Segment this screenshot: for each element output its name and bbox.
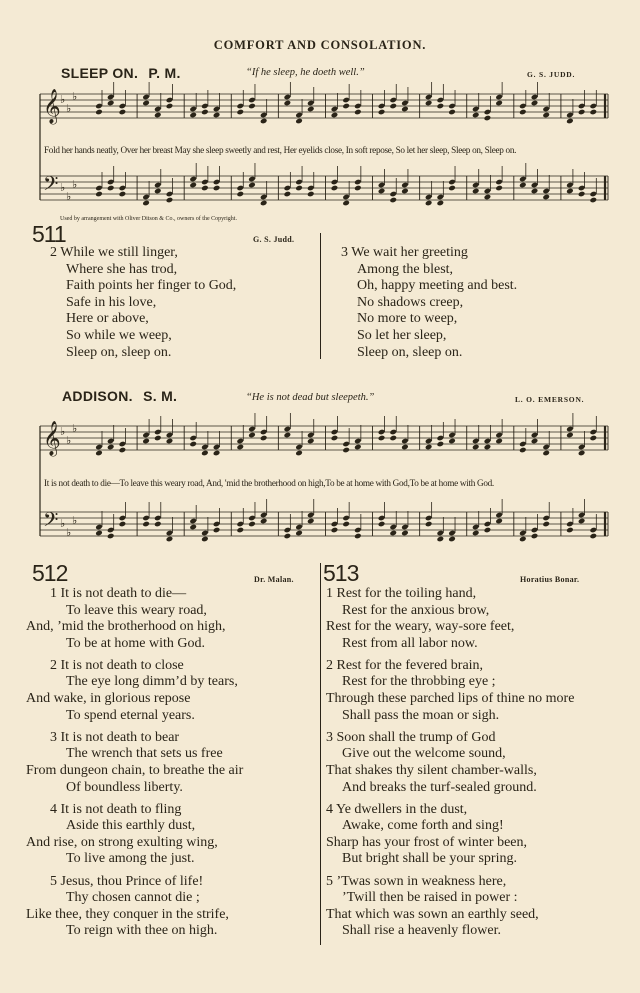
note-head [542, 450, 550, 457]
note-head [448, 185, 456, 192]
note-head [519, 447, 527, 454]
note-head [284, 191, 292, 198]
verse-line: Shall rise a heavenly flower. [342, 923, 502, 939]
note-head [578, 450, 586, 457]
note-head [342, 103, 350, 110]
verse-line: Sleep on, sleep on. [66, 344, 172, 360]
note-head [201, 450, 209, 457]
bass-clef-icon: 𝄢 [43, 172, 59, 200]
note-head [295, 450, 303, 457]
note-head [201, 536, 209, 543]
note-head [307, 518, 315, 525]
note-head [354, 533, 362, 540]
verse-line: Awake, come forth and sing! [342, 818, 504, 834]
tune-meter: S. M. [143, 388, 178, 404]
note-head [425, 521, 433, 528]
note-head [484, 194, 492, 201]
note-head [142, 438, 150, 445]
verse-line: Rest for the throbbing eye ; [342, 674, 496, 690]
verse-line: The eye long dimm’d by tears, [66, 674, 238, 690]
verse-line: 1 It is not death to die— [50, 586, 187, 601]
note-head [531, 100, 539, 107]
verse-line: 5 Jesus, thou Prince of life! [50, 873, 204, 889]
hymn-author: Horatius Bonar. [520, 575, 580, 584]
note-head [119, 191, 127, 198]
verse-line: 2 Rest for the fevered brain, [326, 657, 484, 673]
note-head [201, 109, 209, 116]
verse-line: Aside this earthly dust, [66, 818, 196, 834]
note-head [248, 103, 256, 110]
tune-name: SLEEP ON. [61, 65, 139, 81]
note-head [189, 182, 197, 189]
note-head [95, 191, 103, 198]
column-divider [320, 563, 321, 945]
note-head [295, 530, 303, 537]
note-head [578, 109, 586, 116]
note-head [166, 103, 174, 110]
flat-icon: ♭ [60, 181, 66, 194]
note-head [472, 112, 480, 119]
flat-icon: ♭ [66, 526, 72, 539]
note-head [531, 438, 539, 445]
note-head [389, 197, 397, 204]
note-head [213, 450, 221, 457]
note-head [437, 103, 445, 110]
tune-epigraph: “He is not dead but sleepeth.” [246, 392, 375, 403]
flat-icon: ♭ [60, 425, 66, 438]
verse-line: Thy chosen cannot die ; [66, 890, 200, 906]
note-head [472, 444, 480, 451]
note-head [95, 530, 103, 537]
column-divider [320, 233, 321, 359]
verse [326, 802, 574, 868]
verse-line: To spend eternal years. [66, 707, 195, 723]
note-head [437, 200, 445, 207]
copyright-credit: Used by arrangement with Oliver Ditson & Co., owners of the Copyright. [60, 216, 237, 222]
note-head [260, 518, 268, 525]
note-head [542, 112, 550, 119]
note-head [107, 100, 115, 107]
flat-icon: ♭ [72, 90, 78, 103]
note-head [166, 197, 174, 204]
verse-line: 2 While we still linger, [50, 245, 178, 260]
note-head [590, 109, 598, 116]
verse [326, 874, 574, 940]
note-head [566, 188, 574, 195]
note-head [378, 188, 386, 195]
note-head [354, 109, 362, 116]
note-head [307, 106, 315, 113]
note-head [189, 524, 197, 531]
flat-icon: ♭ [66, 434, 72, 447]
note-head [119, 447, 127, 454]
hymn-513-verses [326, 586, 574, 945]
note-head [154, 188, 162, 195]
note-head [248, 521, 256, 528]
verse-line: And breaks the turf-sealed ground. [342, 779, 537, 795]
note-head [484, 115, 492, 122]
hymn-511-verse-2 [50, 245, 236, 361]
note-head [472, 188, 480, 195]
note-head [213, 185, 221, 192]
verse-line: 5 ’Twas sown in weakness here, [326, 873, 507, 889]
verse-line: And, ’mid the brotherhood on high, [26, 619, 226, 635]
hymn-number: 513 [323, 560, 359, 586]
verse [326, 658, 574, 724]
tune-name: ADDISON. [62, 388, 133, 404]
hymn-author: G. S. Judd. [253, 235, 295, 244]
page-header: COMFORT AND CONSOLATION. [213, 38, 427, 52]
note-head [425, 444, 433, 451]
verse [26, 873, 243, 940]
note-head [389, 530, 397, 537]
note-head [531, 188, 539, 195]
verse-line: Of boundless liberty. [66, 779, 183, 795]
note-head [495, 100, 503, 107]
verse [326, 730, 574, 796]
verse [26, 801, 243, 868]
note-head [236, 527, 244, 534]
note-head [484, 527, 492, 534]
note-head [531, 533, 539, 540]
verse-line: Rest from all labor now. [342, 635, 478, 651]
note-head [331, 435, 339, 442]
note-head [342, 447, 350, 454]
note-head [566, 527, 574, 534]
note-head [307, 191, 315, 198]
hymn-511-verse-3 [341, 245, 517, 361]
note-head [260, 200, 268, 207]
note-head [519, 109, 527, 116]
tune-lyric-line: It is not death to die—To leave this weary road, And, 'mid the brotherhood on high,To be at home with God,To be at home with God. [44, 478, 494, 488]
note-head [578, 518, 586, 525]
note-head [401, 530, 409, 537]
note-head [519, 536, 527, 543]
note-head [213, 112, 221, 119]
note-head [378, 521, 386, 528]
verse-line: Sleep on, sleep on. [357, 344, 463, 360]
note-head [189, 441, 197, 448]
note-head [236, 191, 244, 198]
verse-line: Sharp has your frost of winter been, [326, 834, 528, 850]
note-head [542, 521, 550, 528]
note-head [401, 188, 409, 195]
verse-line: 3 It is not death to bear [50, 729, 180, 745]
verse-line: So let her sleep, [357, 327, 447, 343]
note-head [95, 450, 103, 457]
note-head [566, 432, 574, 439]
note-head [389, 435, 397, 442]
note-head [119, 109, 127, 116]
verse-line: 3 Soon shall the trump of God [326, 729, 496, 745]
note-head [401, 106, 409, 113]
note-head [519, 182, 527, 189]
note-head [566, 118, 574, 125]
verse-line: And wake, in glorious repose [26, 691, 191, 707]
note-head [484, 444, 492, 451]
note-head [331, 527, 339, 534]
note-head [425, 200, 433, 207]
note-head [154, 521, 162, 528]
note-head [578, 191, 586, 198]
verse-line: From dungeon chain, to breathe the air [26, 762, 244, 778]
note-head [307, 438, 315, 445]
verse-line: Like thee, they conquer in the strife, [26, 906, 229, 922]
note-head [378, 109, 386, 116]
flat-icon: ♭ [60, 517, 66, 530]
note-head [590, 197, 598, 204]
verse-line: But bright shall be your spring. [342, 851, 517, 867]
verse [26, 586, 243, 652]
note-head [284, 533, 292, 540]
tune-epigraph: “If he sleep, he doeth well.” [246, 67, 365, 78]
verse-line: And rise, on strong exulting wing, [26, 834, 218, 850]
note-head [142, 521, 150, 528]
verse-line: Safe in his love, [66, 294, 157, 310]
note-head [342, 521, 350, 528]
music-score-addison [30, 400, 630, 550]
note-head [495, 185, 503, 192]
note-head [107, 444, 115, 451]
note-head [107, 533, 115, 540]
verse-line: ’Twill then be raised in power : [342, 890, 518, 906]
note-head [295, 185, 303, 192]
note-head [189, 112, 197, 119]
verse-line: To live among the just. [66, 851, 195, 867]
verse-line: Faith points her finger to God, [66, 278, 237, 294]
note-head [236, 109, 244, 116]
verse-line: To be at home with God. [66, 635, 205, 651]
verse-line: 2 It is not death to close [50, 657, 184, 673]
verse-line: Through these parched lips of thine no more [326, 691, 575, 707]
verse-line: The wrench that sets us free [66, 746, 223, 762]
treble-clef-icon: 𝄞 [43, 89, 61, 124]
note-head [260, 435, 268, 442]
verse-line: Give out the welcome sound, [342, 746, 506, 762]
note-head [342, 200, 350, 207]
verse [26, 657, 243, 724]
note-head [448, 438, 456, 445]
tune-meter: P. M. [148, 65, 181, 81]
note-head [590, 533, 598, 540]
verse-line: 1 Rest for the toiling hand, [326, 586, 477, 601]
note-head [142, 200, 150, 207]
note-head [378, 435, 386, 442]
note-head [166, 438, 174, 445]
verse-line: 4 Ye dwellers in the dust, [326, 801, 468, 817]
hymn-number: 512 [32, 560, 68, 586]
hymn-512-verses [26, 586, 244, 945]
note-head [154, 112, 162, 119]
note-head [542, 194, 550, 201]
note-head [401, 444, 409, 451]
verse-line: To leave this weary road, [66, 602, 207, 618]
flat-icon: ♭ [66, 190, 72, 203]
verse-line: Rest for the anxious brow, [342, 602, 490, 618]
verse-line: 4 It is not death to fling [50, 801, 182, 817]
note-head [248, 182, 256, 189]
note-head [472, 530, 480, 537]
note-head [154, 435, 162, 442]
verse-line: 3 We wait her greeting [341, 245, 468, 260]
verse-line: That which was sown an earthly seed, [326, 906, 539, 922]
note-head [213, 527, 221, 534]
bass-clef-icon: 𝄢 [43, 508, 59, 536]
note-head [331, 112, 339, 119]
flat-icon: ♭ [72, 178, 78, 191]
verse-line: Here or above, [66, 311, 149, 327]
note-head [437, 536, 445, 543]
note-head [354, 185, 362, 192]
note-head [448, 109, 456, 116]
verse-line: To reign with thee on high. [66, 923, 218, 939]
verse-line: Oh, happy meeting and best. [357, 278, 518, 294]
flat-icon: ♭ [72, 514, 78, 527]
note-head [448, 536, 456, 543]
verse-line: That shakes thy silent chamber-walls, [326, 762, 537, 778]
note-head [201, 185, 209, 192]
note-head [107, 185, 115, 192]
note-head [284, 432, 292, 439]
tune-name-sleep-on [61, 65, 181, 81]
flat-icon: ♭ [60, 93, 66, 106]
verse-line: Where she has trod, [66, 261, 178, 277]
verse-line: Rest for the weary, way-sore feet, [326, 619, 515, 635]
note-head [590, 435, 598, 442]
note-head [495, 518, 503, 525]
flat-icon: ♭ [72, 422, 78, 435]
note-head [95, 109, 103, 116]
note-head [495, 438, 503, 445]
note-head [166, 536, 174, 543]
note-head [142, 100, 150, 107]
note-head [389, 103, 397, 110]
note-head [119, 521, 127, 528]
verse [26, 729, 244, 796]
verse-line: Shall pass the moan or sigh. [342, 707, 500, 723]
treble-clef-icon: 𝄞 [43, 421, 61, 456]
note-head [260, 118, 268, 125]
verse-line: No more to weep, [357, 311, 458, 327]
hymn-author: Dr. Malan. [254, 575, 294, 584]
tune-lyric-line: Fold her hands neatly, Over her breast May she sleep sweetly and rest, Her eyelids close, In soft repose, So let her sleep, Sleep on, Sleep on. [44, 145, 517, 155]
flat-icon: ♭ [66, 102, 72, 115]
hymn-number: 511 [32, 221, 66, 247]
note-head [354, 444, 362, 451]
verse-line: Among the blest, [357, 261, 454, 277]
note-head [437, 441, 445, 448]
verse-line: No shadows creep, [357, 294, 464, 310]
verse-line: So while we weep, [66, 327, 172, 343]
verse [326, 586, 574, 652]
tune-composer: G. S. JUDD. [527, 70, 576, 79]
note-head [236, 444, 244, 451]
tune-composer: L. O. EMERSON. [515, 395, 585, 404]
note-head [248, 432, 256, 439]
note-head [295, 118, 303, 125]
note-head [425, 100, 433, 107]
note-head [331, 185, 339, 192]
note-head [284, 100, 292, 107]
